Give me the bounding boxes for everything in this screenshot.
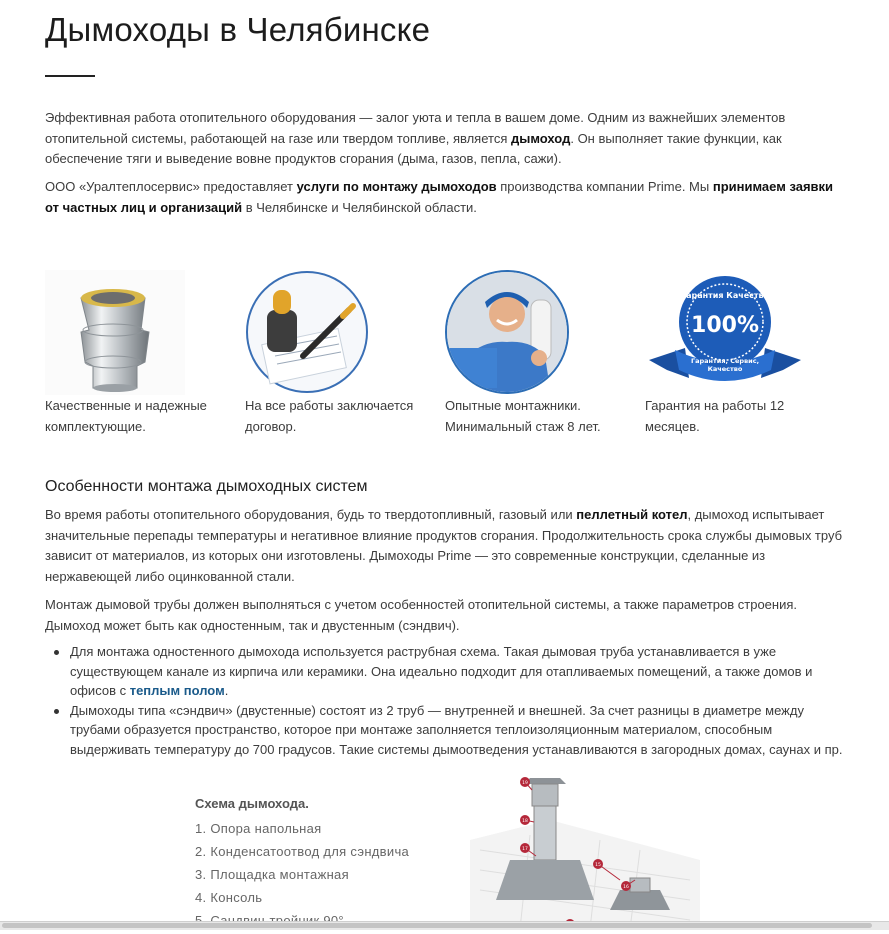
installer-worker-icon bbox=[445, 270, 585, 395]
feature-contract bbox=[245, 270, 415, 434]
marker-label: 16 bbox=[623, 885, 629, 890]
chimney-pipe-icon bbox=[45, 270, 185, 395]
scheme-item: 4. Консоль bbox=[195, 890, 263, 905]
badge-line-1: Гарантия, Сервис, bbox=[690, 357, 760, 365]
page-title: Дымоходы в Челябинске bbox=[45, 11, 431, 48]
badge-arc-text: Гарантия Качества bbox=[680, 291, 770, 300]
bullet-icon bbox=[54, 709, 59, 714]
badge-line-2: Качество bbox=[707, 365, 743, 373]
warm-floor-link[interactable]: теплым полом bbox=[129, 683, 225, 698]
chimney-scheme-diagram bbox=[470, 760, 700, 929]
feature-guarantee bbox=[645, 270, 815, 434]
list-item: Для монтажа одностенного дымохода используется раструбная схема. Такая дымовая труба устанавливается в уже существующем канале из кирпича или керамики. Она идеально подходит для отапливаемых помещений, а также домов и офисов с теплым полом. bbox=[45, 642, 845, 701]
feature-caption: На все работы заключается договор. bbox=[245, 398, 414, 434]
scrollbar-thumb[interactable] bbox=[2, 923, 872, 928]
list-item: Дымоходы типа «сэндвич» (двустенные) состоят из 2 труб — внутренней и внешней. За счет разницы в диаметре между трубами образуется пространство, которое при монтаже заполняется теплоизоляционным материалом, способным выдерживать температуру до 700 градусов. Такие системы дымоотведения устанавливаются в загородных домах, саунах и пр. bbox=[45, 701, 845, 760]
contract-stamp-icon bbox=[245, 270, 385, 395]
badge-percent: 100% bbox=[691, 313, 759, 338]
feature-caption: Гарантия на работы 12 месяцев. bbox=[645, 398, 785, 434]
intro-paragraph-2: ООО «Уралтеплосервис» предоставляет услуги по монтажу дымоходов производства компании Prime. Мы принимаем заявки от частных лиц и организаций в Челябинске и Челябинской области. bbox=[45, 179, 834, 215]
feature-caption: Качественные и надежные комплектующие. bbox=[45, 398, 207, 434]
intro-paragraph-1: Эффективная работа отопительного оборудования — залог уюта и тепла в вашем доме. Одним из важнейших элементов отопительной системы, работающей на газе или твердом топливе, является дымоход. Он выполняет такие функции, как обеспечение тяги и выведение вовне продуктов сгорания (дыма, газов, пепла, сажи). bbox=[45, 110, 786, 166]
marker-label: 19 bbox=[522, 781, 528, 786]
feature-installers bbox=[445, 270, 615, 434]
feature-caption: Опытные монтажники. Минимальный стаж 8 лет. bbox=[445, 398, 601, 434]
scheme-title: Схема дымохода. bbox=[195, 796, 309, 811]
scheme-item: 1. Опора напольная bbox=[195, 821, 322, 836]
title-divider bbox=[45, 75, 95, 77]
marker-label: 18 bbox=[522, 819, 528, 824]
section-heading: Особенности монтажа дымоходных систем bbox=[45, 478, 368, 495]
section-paragraph-1: Во время работы отопительного оборудования, будь то твердотопливный, газовый или пеллетный котел, дымоход испытывает значительные перепады температуры и негативное влияние продуктов сгорания. Продолжительность срока службы дымовых труб зависит от материалов, из которых они изготовлены. Дымоходы Prime — это современные конструкции, сделанные из нержавеющей либо оцинкованной стали. bbox=[45, 507, 843, 584]
section-paragraph-2: Монтаж дымовой трубы должен выполняться с учетом особенностей отопительной системы, а также параметров строения. Дымоход может быть как одностенным, так и двустенным (сэндвич). bbox=[45, 597, 798, 633]
bullet-icon bbox=[54, 650, 59, 655]
scheme-item: 3. Площадка монтажная bbox=[195, 867, 349, 882]
chimney-types-list bbox=[45, 642, 845, 759]
scheme-item: 2. Конденсатоотвод для сэндвича bbox=[195, 844, 410, 859]
guarantee-badge-icon bbox=[645, 270, 785, 395]
marker-label: 15 bbox=[595, 863, 601, 868]
feature-quality bbox=[45, 270, 215, 434]
marker-label: 17 bbox=[522, 847, 528, 852]
chimney-scheme-legend bbox=[195, 796, 455, 932]
